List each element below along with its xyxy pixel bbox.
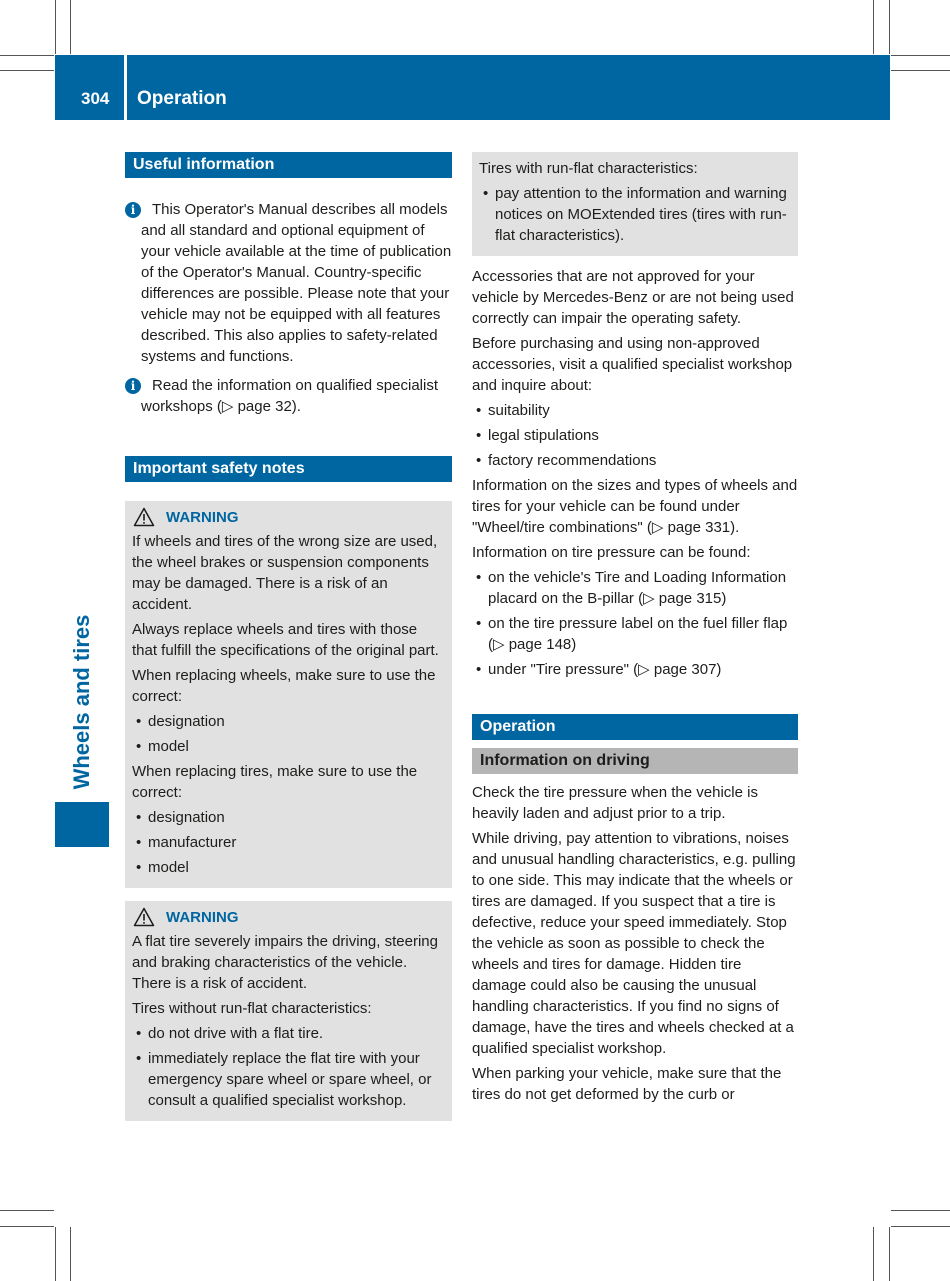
warning-paragraph: Always replace wheels and tires with those that fulfill the specifications of the original part. — [132, 621, 439, 659]
page-number: 304 — [81, 89, 110, 108]
list-item: • suitability — [472, 400, 798, 421]
warning-header — [132, 907, 445, 927]
info-note — [125, 375, 452, 417]
list-item: • on the vehicle's Tire and Loading Information placard on the B-pillar (▷ page 315) — [472, 567, 798, 609]
operation-heading: Operation — [472, 714, 798, 740]
warning-label: WARNING — [166, 508, 239, 526]
crop-mark — [70, 1227, 71, 1281]
info-icon: i — [125, 202, 141, 218]
list-item: • designation — [132, 807, 445, 828]
bullet-list — [472, 567, 798, 680]
warning-paragraph: A flat tire severely impairs the driving, steering and braking characteristics of the vehicle. There is a risk of accident. — [132, 933, 438, 992]
body-paragraph: Check the tire pressure when the vehicle is heavily laden and adjust prior to a trip. — [472, 784, 758, 822]
bullet-list — [132, 1023, 445, 1111]
list-item: • model — [132, 736, 445, 757]
warning-triangle-icon — [133, 507, 155, 527]
driving-subheading: Information on driving — [472, 748, 798, 774]
warning-header — [132, 507, 445, 527]
crop-mark — [55, 1227, 56, 1281]
crop-mark — [0, 1226, 54, 1227]
crop-mark — [55, 0, 56, 54]
list-item: • on the tire pressure label on the fuel filler flap (▷ page 148) — [472, 613, 798, 655]
bullet-list — [132, 807, 445, 878]
warning-paragraph: When replacing wheels, make sure to use the correct: — [132, 667, 436, 705]
list-item: • model — [132, 857, 445, 878]
warning-paragraph: Tires without run-flat characteristics: — [132, 1000, 372, 1017]
warning-paragraph: When replacing tires, make sure to use the correct: — [132, 763, 418, 801]
left-column — [125, 152, 452, 1121]
safety-notes-heading: Important safety notes — [125, 456, 452, 482]
crop-mark — [0, 1210, 54, 1211]
crop-mark — [891, 1226, 950, 1227]
list-item: • do not drive with a flat tire. — [132, 1023, 445, 1044]
body-paragraph: When parking your vehicle, make sure that the tires do not get deformed by the curb or — [472, 1065, 782, 1103]
side-tab-marker — [55, 802, 109, 847]
right-column — [472, 152, 798, 1109]
warning-box — [125, 901, 452, 1121]
run-flat-note-box — [472, 152, 798, 256]
list-item: • pay attention to the information and warning notices on MOExtended tires (tires with run-flat characteristics). — [479, 183, 791, 246]
body-paragraph: Information on tire pressure can be found: — [472, 544, 751, 561]
warning-triangle-icon — [133, 907, 155, 927]
list-item: • under "Tire pressure" (▷ page 307) — [472, 659, 798, 680]
body-paragraph: Accessories that are not approved for your vehicle by Mercedes-Benz or are not being used correctly can impair the operating safety. — [472, 268, 794, 327]
bullet-list — [132, 711, 445, 757]
crop-mark — [889, 0, 890, 54]
crop-mark — [873, 1227, 874, 1281]
crop-mark — [891, 1210, 950, 1211]
useful-info-heading: Useful information — [125, 152, 452, 178]
chapter-title: Operation — [137, 88, 227, 109]
crop-mark — [891, 70, 950, 71]
info-note-text: This Operator's Manual describes all models and all standard and optional equipment of your vehicle available at the time of publication of the Operator's Manual. Country-specific differences are possible. Please note that your vehicle may not be equipped with all features described. This also applies to safety-related systems and functions. — [141, 201, 452, 365]
list-item: • legal stipulations — [472, 425, 798, 446]
body-paragraph: Before purchasing and using non-approved accessories, visit a qualified specialist workshop and inquire about: — [472, 335, 793, 394]
crop-mark — [873, 0, 874, 54]
body-paragraph: While driving, pay attention to vibrations, noises and unusual handling characteristics, e.g. pulling to one side. This may indicate that the wheels or tires are damaged. If you suspect that a tire is defective, reduce your speed immediately. Stop the vehicle as soon as possible to check the wheels and tires for damage. Hidden tire damage could also be causing the unusual handling characteristics. If you find no signs of damage, have the tires and wheels checked at a qualified specialist workshop. — [472, 830, 796, 1057]
list-item: • immediately replace the flat tire with your emergency spare wheel or spare wheel, or consult a qualified specialist workshop. — [132, 1048, 445, 1111]
info-note-text: Read the information on qualified specialist workshops (▷ page 32). — [141, 377, 439, 415]
list-item: • manufacturer — [132, 832, 445, 853]
warning-label: WARNING — [166, 908, 239, 926]
info-note — [125, 199, 452, 367]
page-header — [55, 55, 890, 120]
list-item: • designation — [132, 711, 445, 732]
list-item: • factory recommendations — [472, 450, 798, 471]
crop-mark — [889, 1227, 890, 1281]
warning-paragraph: If wheels and tires of the wrong size are used, the wheel brakes or suspension components may be damaged. There is a risk of an accident. — [132, 533, 438, 613]
bullet-list — [479, 183, 791, 246]
crop-mark — [70, 0, 71, 54]
crop-mark — [0, 55, 54, 56]
bullet-list — [472, 400, 798, 471]
crop-mark — [0, 70, 54, 71]
crop-mark — [891, 55, 950, 56]
body-paragraph: Information on the sizes and types of wheels and tires for your vehicle can be found under "Wheel/tire combinations" (▷ page 331). — [472, 477, 798, 536]
note-intro: Tires with run-flat characteristics: — [479, 160, 698, 177]
warning-box — [125, 501, 452, 888]
side-tab-label: Wheels and tires — [69, 614, 94, 790]
header-divider — [124, 55, 127, 120]
info-icon: i — [125, 378, 141, 394]
